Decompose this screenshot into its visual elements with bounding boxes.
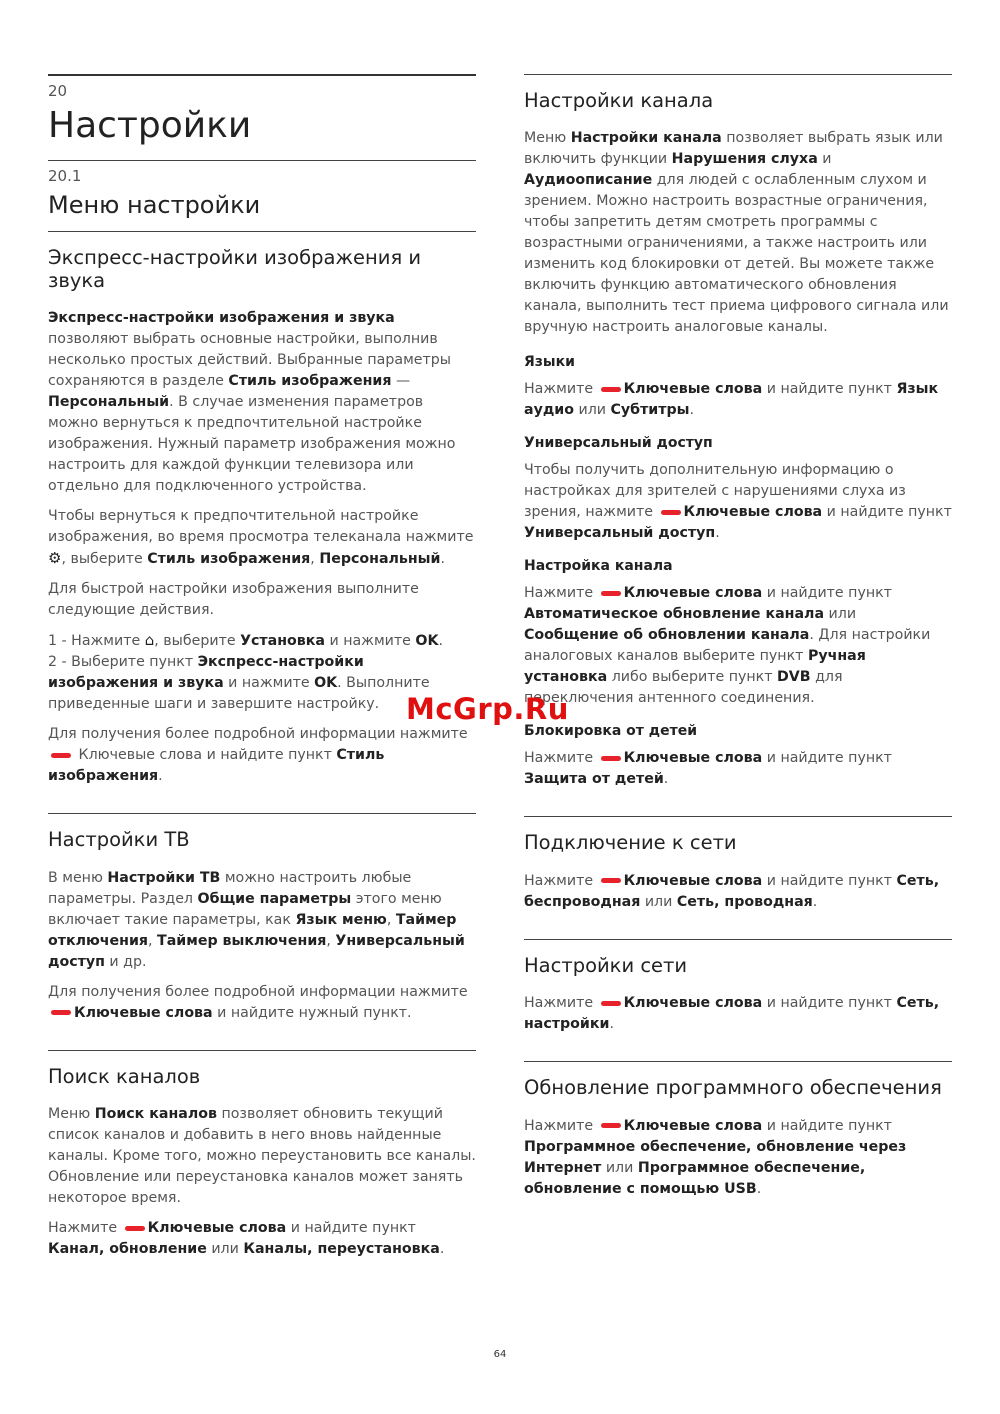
- network-paragraph: Нажмите Ключевые слова и найдите пункт Сеть, беспроводная или Сеть, проводная.: [524, 872, 940, 910]
- tv-rule: [48, 813, 476, 814]
- software-paragraph: Нажмите Ключевые слова и найдите пункт Программное обеспечение, обновление через Интернет или Программное обеспечение, обновление с помощью USB.: [524, 1117, 907, 1197]
- express-paragraph-2: Чтобы вернуться к предпочтительной настройке изображения, во время просмотра телеканала нажмите ⚙, выберите Стиль изображения, Персональный.: [48, 508, 474, 568]
- red-key-icon: [601, 878, 621, 883]
- languages-paragraph: Нажмите Ключевые слова и найдите пункт Язык аудио или Субтитры.: [524, 381, 939, 419]
- express-paragraph-4: Для получения более подробной информации нажмите Ключевые слова и найдите пункт Стиль изображения.: [48, 726, 468, 785]
- red-key-icon: [601, 1123, 621, 1128]
- netsettings-paragraph: Нажмите Ключевые слова и найдите пункт Сеть, настройки.: [524, 995, 940, 1033]
- child-lock-title: Блокировка от детей: [524, 723, 698, 740]
- express-step-2: 2 - Выберите пункт Экспресс-настройки изображения и звука и нажмите OK. Выполните приведенные шаги и завершите настройку.: [48, 654, 430, 713]
- search-paragraph-2: Нажмите Ключевые слова и найдите пункт Канал, обновление или Каналы, переустановка.: [48, 1220, 445, 1258]
- search-paragraph-1: Меню Поиск каналов позволяет обновить текущий список каналов и добавить в него вновь найденные каналы. Кроме того, можно переустановить все каналы. Обновление или переустановка каналов может занять некоторое время.: [48, 1106, 476, 1207]
- page-number: 64: [493, 1349, 507, 1360]
- software-title: Обновление программного обеспечения: [524, 1076, 942, 1100]
- network-rule: [524, 816, 952, 817]
- gear-icon: ⚙: [48, 549, 62, 568]
- express-title: Экспресс-настройки изображения и звука: [48, 245, 422, 292]
- software-rule: [524, 1061, 952, 1062]
- netsettings-title: Настройки сети: [524, 953, 688, 977]
- tv-title: Настройки ТВ: [48, 828, 190, 852]
- express-paragraph-3: Для быстрой настройки изображения выполните следующие действия.: [48, 581, 419, 619]
- right-column: [524, 74, 952, 1200]
- red-key-icon: [125, 1226, 145, 1231]
- channel-setup-title: Настройка канала: [524, 558, 673, 575]
- left-column: [48, 74, 476, 1260]
- netsettings-rule: [524, 939, 952, 940]
- access-paragraph: Чтобы получить дополнительную информацию о настройках для зрителей с нарушениями слуха из зрения, нажмите Ключевые слова и найдите пункт Универсальный доступ.: [524, 462, 952, 542]
- red-key-icon: [661, 510, 681, 515]
- red-key-icon: [601, 1001, 621, 1006]
- red-key-icon: [601, 387, 621, 392]
- watermark: McGrp.Ru: [406, 692, 569, 726]
- express-rule: [48, 231, 476, 232]
- languages-title: Языки: [524, 354, 575, 371]
- red-key-icon: [601, 756, 621, 761]
- chapter-number: 20: [48, 82, 68, 100]
- express-paragraph-1: Экспресс-настройки изображения и звука позволяют выбрать основные настройки, выполнив несколько простых действий. Выбранные параметры сохраняются в разделе Стиль изображения — Персональный. В случае изменения параметров можно вернуться к предпочтительной настройке изображения. Нужный параметр изображения можно настроить для каждой функции телевизора или отдельно для подключенного устройства.: [48, 310, 456, 495]
- chapter-title: Настройки: [48, 105, 252, 146]
- access-title: Универсальный доступ: [524, 435, 713, 452]
- tv-paragraph-2: Для получения более подробной информации нажмите Ключевые слова и найдите нужный пункт.: [48, 983, 468, 1021]
- search-rule: [48, 1050, 476, 1051]
- red-key-icon: [51, 753, 71, 758]
- home-icon: ⌂: [144, 631, 155, 650]
- red-key-icon: [51, 1010, 71, 1015]
- tv-paragraph-1: В меню Настройки ТВ можно настроить любые параметры. Раздел Общие параметры этого меню включает такие параметры, как Язык меню, Таймер отключения, Таймер выключения, Универсальный доступ и др.: [48, 869, 465, 970]
- channel-paragraph-1: Меню Настройки канала позволяет выбрать язык или включить функции Нарушения слуха и Аудиоописание для людей с ослабленным слухом и зрением. Можно настроить возрастные ограничения, чтобы запретить детям смотреть программы с возрастными ограничениями, а также настроить или изменить код блокировки от детей. Вы можете также включить функцию автоматического обновления канала, выполнить тест приема цифрового сигнала или вручную настроить аналоговые каналы.: [524, 130, 949, 336]
- search-title: Поиск каналов: [48, 1064, 201, 1088]
- section-number: 20.1: [48, 166, 82, 185]
- section-title: Меню настройки: [48, 190, 261, 219]
- express-step-1: 1 - Нажмите ⌂, выберите Установка и нажмите OK.: [48, 631, 443, 650]
- red-key-icon: [601, 591, 621, 596]
- section-rule: [48, 160, 476, 161]
- chapter-rule: [48, 74, 476, 76]
- child-lock-paragraph: Нажмите Ключевые слова и найдите пункт Защита от детей.: [524, 750, 892, 788]
- channel-setup-paragraph: Нажмите Ключевые слова и найдите пункт Автоматическое обновление канала или Сообщение об обновлении канала. Для настройки аналоговых каналов выберите пункт Ручная установка либо выберите пункт DVB для переключения антенного соединения.: [524, 585, 931, 707]
- channel-rule: [524, 74, 952, 75]
- channel-title: Настройки канала: [524, 89, 714, 112]
- network-title: Подключение к сети: [524, 831, 737, 855]
